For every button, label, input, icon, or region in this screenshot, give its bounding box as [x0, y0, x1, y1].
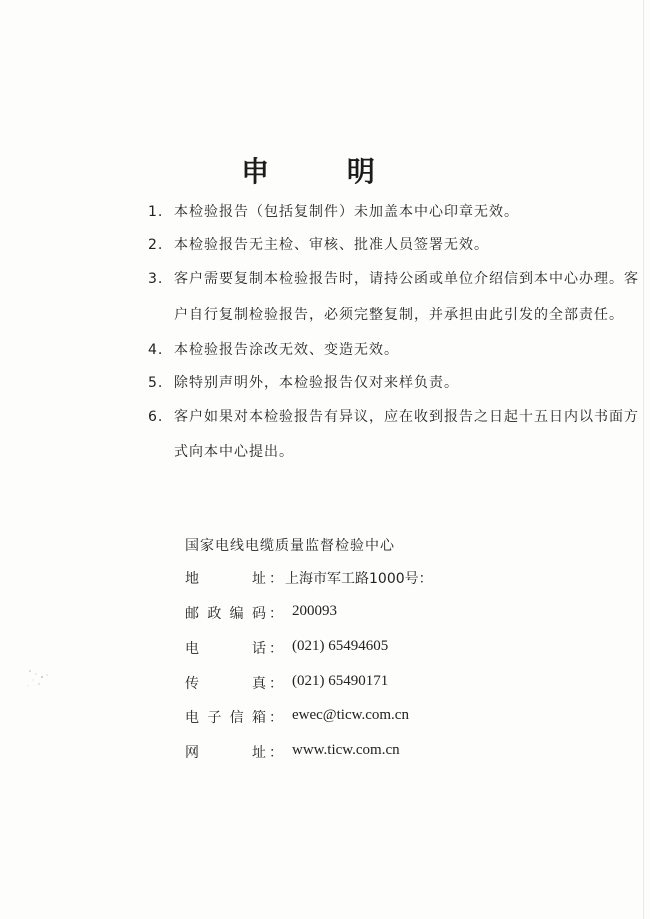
statement-item: [148, 236, 489, 254]
colon: ：: [269, 641, 283, 657]
website-row: [185, 742, 585, 762]
phone-row: [185, 638, 585, 658]
email-value: ewec@ticw.com.cn: [292, 707, 409, 723]
phone-label: 电话: [185, 641, 267, 657]
statement-text: 除特别声明外，本检验报告仅对来样负责。: [174, 375, 459, 391]
website-value: www.ticw.com.cn: [292, 742, 400, 758]
scan-speckle: [22, 665, 62, 695]
statement-item: [148, 408, 639, 426]
fax-value: (021) 65490171: [292, 673, 389, 689]
statement-text: 本检验报告涂改无效、变造无效。: [174, 342, 399, 358]
organization-name: 国家电线电缆质量监督检验中心: [185, 538, 395, 554]
postcode-row: [185, 603, 585, 623]
statement-item: [148, 341, 399, 359]
colon: ：: [269, 710, 283, 726]
page-edge-divider: [643, 0, 644, 919]
colon: ：: [269, 676, 283, 692]
statement-number: 4.: [148, 342, 164, 358]
statement-number: 1.: [148, 204, 164, 220]
statement-continuation: 式向本中心提出。: [174, 444, 294, 460]
address-label: 地址: [185, 571, 267, 587]
statement-text: 客户需要复制本检验报告时，请持公函或单位介绍信到本中心办理。客: [174, 271, 639, 287]
website-label: 网址: [185, 745, 267, 761]
statement-number: 2.: [148, 237, 164, 253]
colon: ：: [269, 745, 283, 761]
fax-row: [185, 673, 585, 693]
email-label: 电子信箱: [185, 710, 267, 726]
address-row: [185, 568, 585, 588]
statement-item: [148, 203, 519, 221]
email-row: [185, 707, 585, 727]
phone-value: (021) 65494605: [292, 638, 389, 654]
fax-label: 传真: [185, 676, 267, 692]
statement-number: 6.: [148, 409, 164, 425]
statement-item: [148, 270, 639, 288]
statement-text: 客户如果对本检验报告有异议，应在收到报告之日起十五日内以书面方: [174, 409, 639, 425]
page-title: 申 明: [241, 155, 409, 188]
statement-item: [148, 374, 459, 392]
postcode-value: 200093: [292, 603, 337, 619]
statement-text: 本检验报告（包括复制件）未加盖本中心印章无效。: [174, 204, 519, 220]
statement-number: 5.: [148, 375, 164, 391]
statement-number: 3.: [148, 271, 164, 287]
colon: ：: [269, 606, 283, 622]
postcode-label: 邮政编码: [185, 606, 267, 622]
statement-continuation: 户自行复制检验报告，必须完整复制，并承担由此引发的全部责任。: [174, 307, 624, 323]
address-value: 上海市军工路1000号：: [285, 571, 433, 587]
statement-text: 本检验报告无主检、审核、批准人员签署无效。: [174, 237, 489, 253]
colon: ：: [269, 571, 283, 587]
